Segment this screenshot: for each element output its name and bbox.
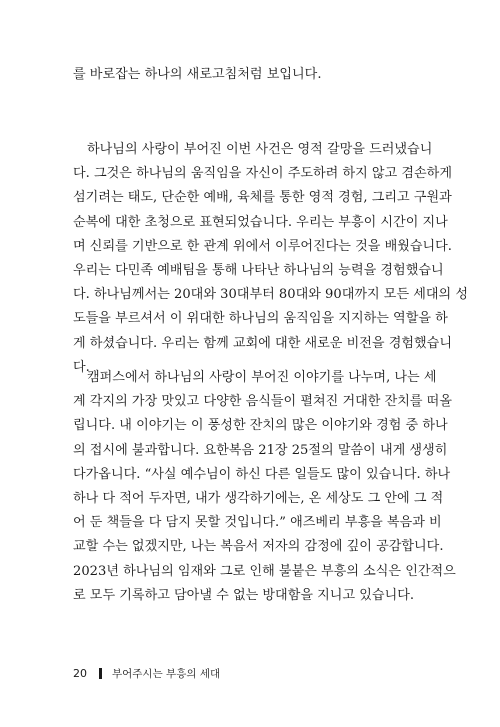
text-line: 2023년 하나님의 임재와 그로 인해 불붙은 부흥의 소식은 인간적으 [73,563,456,579]
text-line: 도들을 부르셔서 이 위대한 하나님의 움직임을 지지하는 역할을 하 [73,311,448,327]
page-number: 20 [73,666,87,680]
text-line: 다. [73,359,90,375]
text-line: 순복에 대한 초청으로 표현되었습니다. 우리는 부흥이 시간이 지나 [73,214,448,230]
text-line: 다가옵니다. “사실 예수님이 하신 다른 일들도 많이 있습니다. 하나 [73,466,451,482]
text-line: 로 모두 기록하고 담아낼 수 없는 방대함을 지니고 있습니다. [73,587,415,603]
text-line: 다. 그것은 하나님의 움직임을 자신이 주도하려 하지 않고 겸손하게 [73,166,452,182]
footer-divider [99,668,102,679]
text-line: 캠퍼스에서 하나님의 사랑이 부어진 이야기를 나누며, 나는 세 [87,370,437,385]
text-line: 하나님의 사랑이 부어진 이번 사건은 영적 갈망을 드러냈습니 [87,142,433,157]
running-title: 부어주시는 부흥의 세대 [112,667,221,680]
paragraph-2 [73,366,456,608]
text-line: 하나 다 적어 두자면, 내가 생각하기에는, 온 세상도 그 안에 그 적 [73,490,444,506]
text-line: 계 각지의 가장 맛있고 다양한 음식들이 펼쳐진 거대한 잔치를 떠올 [73,394,452,410]
text-line: 며 신뢰를 기반으로 한 관계 위에서 이루어진다는 것을 배웠습니다. [73,238,452,254]
text-line: 립니다. 내 이야기는 이 풍성한 잔치의 많은 이야기와 경험 중 하나 [73,418,448,434]
text-line: 교할 수는 없겠지만, 나는 복음서 저자의 감정에 깊이 공감합니다. [73,539,444,555]
text-line: 섬기려는 태도, 단순한 예배, 육체를 통한 영적 경험, 그리고 구원과 [73,190,452,206]
text-line: 다. 하나님께서는 20대와 30대부터 80대와 90대까지 모든 세대의 성 [73,287,469,303]
text-line: 어 둔 책들을 다 담지 못할 것입니다.” 애즈베리 부흥을 복음과 비 [73,515,442,531]
text-line: 게 하셨습니다. 우리는 함께 교회에 대한 새로운 비전을 경험했습니 [73,335,452,351]
text-line: 를 바로잡는 하나의 새로고침처럼 보입니다. [73,67,322,82]
paragraph-1 [73,138,469,380]
page-footer [73,665,220,681]
continued-paragraph [73,63,413,87]
text-line: 우리는 다민족 예배팀을 통해 나타난 하나님의 능력을 경험했습니 [73,262,444,278]
text-line: 의 접시에 불과합니다. 요한복음 21장 25절의 말씀이 내게 생생히 [73,442,448,458]
